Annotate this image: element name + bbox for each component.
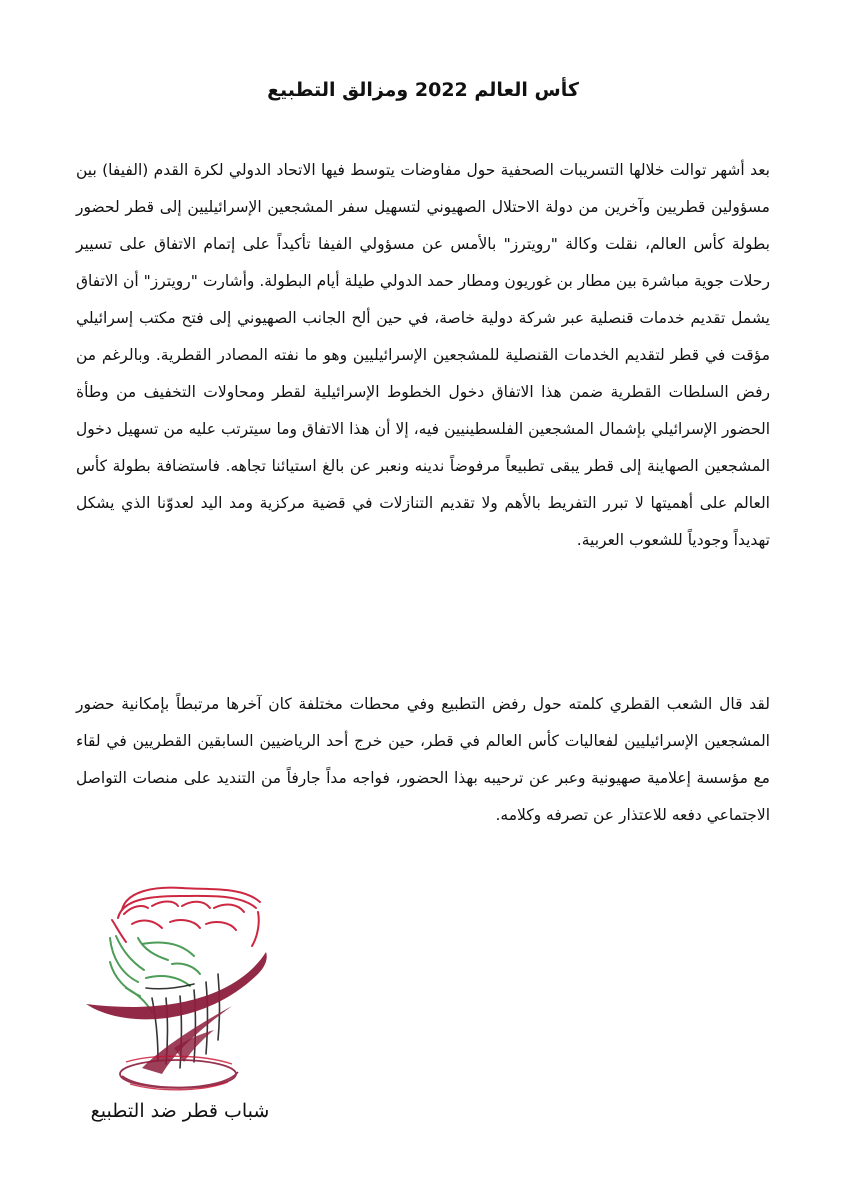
logo-caption: شباب قطر ضد التطبيع bbox=[90, 1100, 270, 1122]
raised-fist-logo-icon bbox=[82, 878, 282, 1098]
organization-logo bbox=[82, 878, 282, 1098]
document-title: كأس العالم 2022 ومزالق التطبيع bbox=[267, 79, 579, 101]
body-paragraph-1: بعد أشهر توالت خلالها التسريبات الصحفية حول مفاوضات يتوسط فيها الاتحاد الدولي لكرة القدم (الفيفا) بين مسؤولين قطريين وآخرين من دولة الاحتلال الصهيوني لتسهيل سفر المشجعين الإسرائيليين إلى قطر لحضور بطولة كأس العالم، نقلت وكالة "رويترز" بالأمس عن مسؤولي الفيفا تأكيداً على إتمام الاتفاق على تسيير رحلات جوية مباشرة بين مطار بن غوريون ومطار حمد الدولي طيلة أيام البطولة. وأشارت "رويترز" أن الاتفاق يشمل تقديم خدمات قنصلية عبر شركة دولية خاصة، في حين ألح الجانب الصهيوني إلى فتح مكتب إسرائيلي مؤقت في قطر لتقديم الخدمات القنصلية للمشجعين الإسرائيليين وهو ما نفته المصادر القطرية. وبالرغم من رفض السلطات القطرية ضمن هذا الاتفاق دخول الخطوط الإسرائيلية لقطر ومحاولات التخفيف من وطأة الحضور الإسرائيلي بإشمال المشجعين الفلسطينيين فيه، إلا أن هذا الاتفاق وما سيترتب عليه من تسهيل دخول المشجعين الصهاينة إلى قطر يبقى تطبيعاً مرفوضاً ندينه ونعبر عن بالغ استيائنا تجاهه. فاستضافة بطولة كأس العالم على أهميتها لا تبرر التفريط بالأهم ولا تقديم التنازلات في قضية مركزية ومد اليد لعدوّنا الذي يشكل تهديداً وجودياً للشعوب العربية. bbox=[76, 161, 770, 549]
body-paragraph-2: لقد قال الشعب القطري كلمته حول رفض التطبيع وفي محطات مختلفة كان آخرها مرتبطاً بإمكانية حضور المشجعين الإسرائيليين لفعاليات كأس العالم في قطر، حين خرج أحد الرياضيين السابقين القطريين في لقاء مع مؤسسة إعلامية صهيونية وعبر عن ترحيبه بهذا الحضور، فواجه مداً جارفاً من التنديد على منصات التواصل الاجتماعي دفعه للاعتذار عن تصرفه وكلامه. bbox=[76, 695, 770, 824]
